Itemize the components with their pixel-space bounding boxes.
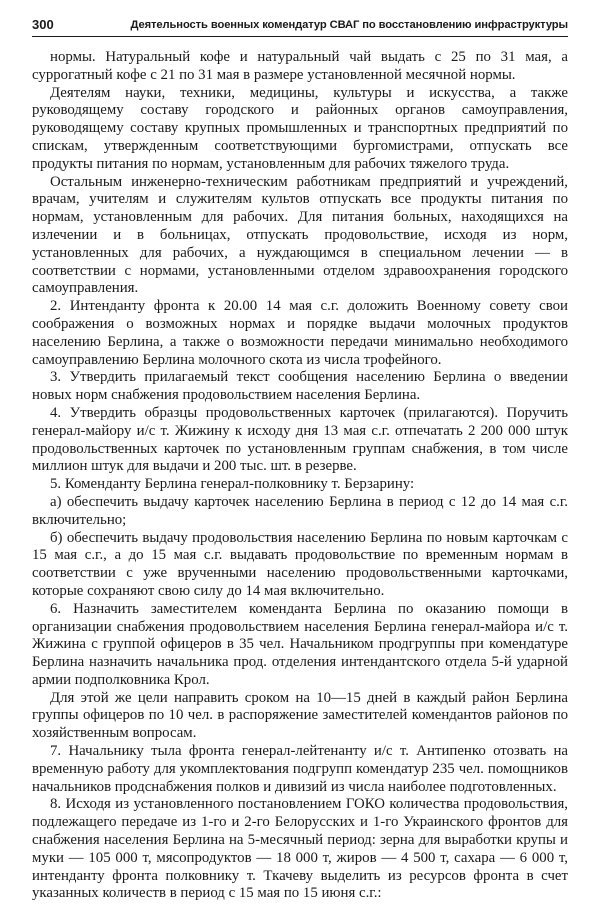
paragraph-item-5: 5. Коменданту Берлина генерал-полковнику т. Берзарину: (50, 476, 415, 493)
paragraph-item-5a: а) обеспечить выдачу карточек населению Берлина в период с 12 до 14 мая с.г. включительно; (32, 493, 568, 528)
paragraph-item-6: 6. Назначить заместителем коменданта Берлина по оказанию помощи в организации снабжения продовольствием населения Берлина генерал-майора и/с т. Жижина с группой офицеров в 35 чел. Начальником продгруппы при комендатуре Берлина назначить начальника прод. отделения интендантского отдела 5-й ударной армии подполковника Крол. (32, 600, 568, 688)
paragraph-item-2: 2. Интенданту фронта к 20.00 14 мая с.г. доложить Военному совету свои соображения о возможных нормах и порядке выдачи молочных продуктов населению Берлина, а также о возможности передачи минимально необходимого самоуправлению Берлина молочного скота из числа трофейного. (32, 298, 568, 368)
body-text (32, 49, 568, 903)
paragraph-item-7: 7. Начальнику тыла фронта генерал-лейтенанту и/с т. Антипенко отозвать на временную работу для укомплектования подгрупп комендатур 235 чел. помощников начальников продснабжения полков и дивизий из числа наиболее подготовленных. (32, 743, 568, 795)
header-rule (32, 36, 568, 37)
running-title: Деятельность военных комендатур СВАГ по восстановлению инфраструктуры (130, 19, 568, 31)
paragraph-officer-groups: Для этой же цели направить сроком на 10—15 дней в каждый район Берлина группы офицеров по 10 чел. в распоряжение заместителей комендантов районов по хозяйственным вопросам. (32, 689, 568, 742)
running-head (32, 14, 568, 36)
paragraph-norms-coffee: нормы. Натуральный кофе и натуральный чай выдать с 25 по 31 мая, а суррогатный кофе с 21 по 31 мая в размере установленной месячной нормы. (32, 49, 568, 83)
paragraph-item-8: 8. Исходя из установленного постановлением ГОКО количества продовольствия, подлежащего передаче из 1-го и 2-го Белорусских и 1-го Украинского фронтов для снабжения населения Берлина на 5-месячный период: зерна для выработки крупы и муки — 105 000 т, мясопродуктов — 18 000 т, жиров — 4 500 т, сахара — 6 000 т, интенданту фронта полковнику т. Ткачеву выделить из ресурсов фронта в счет указанных количеств в период с 15 мая по 15 июня с.г.: (32, 796, 568, 902)
paragraph-item-3: 3. Утвердить прилагаемый текст сообщения населению Берлина о введении новых норм снабжения продовольствием населения Берлина. (32, 369, 568, 404)
paragraph-item-4: 4. Утвердить образцы продовольственных карточек (прилагаются). Поручить генерал-майору и/с т. Жижину к исходу дня 13 мая с.г. отпечатать 2 200 000 штук продовольственных карточек по установленным группам снабжения, в том числе миллион штук для выдачи и 200 тыс. шт. в резерве. (32, 404, 568, 475)
page-number: 300 (32, 17, 54, 32)
paragraph-item-5b: б) обеспечить выдачу продовольствия населению Берлина по новым карточкам с 15 мая с.г., а до 15 мая с.г. выдавать продовольствие по временным нормам в соответствии с уже врученными населению продовольственными карточками, которые сохраняют свою силу до 14 мая включительно. (32, 529, 568, 599)
paragraph-science-leaders: Деятелям науки, техники, медицины, культуры и искусства, а также руководящему составу городского и районных органов самоуправления, руководящему составу крупных промышленных и транспортных предприятий по спискам, утвержденным соответствующими бургомистрами, отпускать все продукты питания по нормам, установленным для рабочих тяжелого труда. (32, 84, 568, 172)
paragraph-engineers-patients: Остальным инженерно-техническим работникам предприятий и учреждений, врачам, учителям и служителям культов отпускать все продукты питания по нормам, установленным для рабочих. Для питания больных, находящихся на излечении и в больницах, отпускать продовольствие, исходя из норм, установленных для рабочих, а нуждающимся в специальном лечении — в соответствии с нормами, установленными отделом здравоохранения городского самоуправления. (32, 173, 568, 297)
